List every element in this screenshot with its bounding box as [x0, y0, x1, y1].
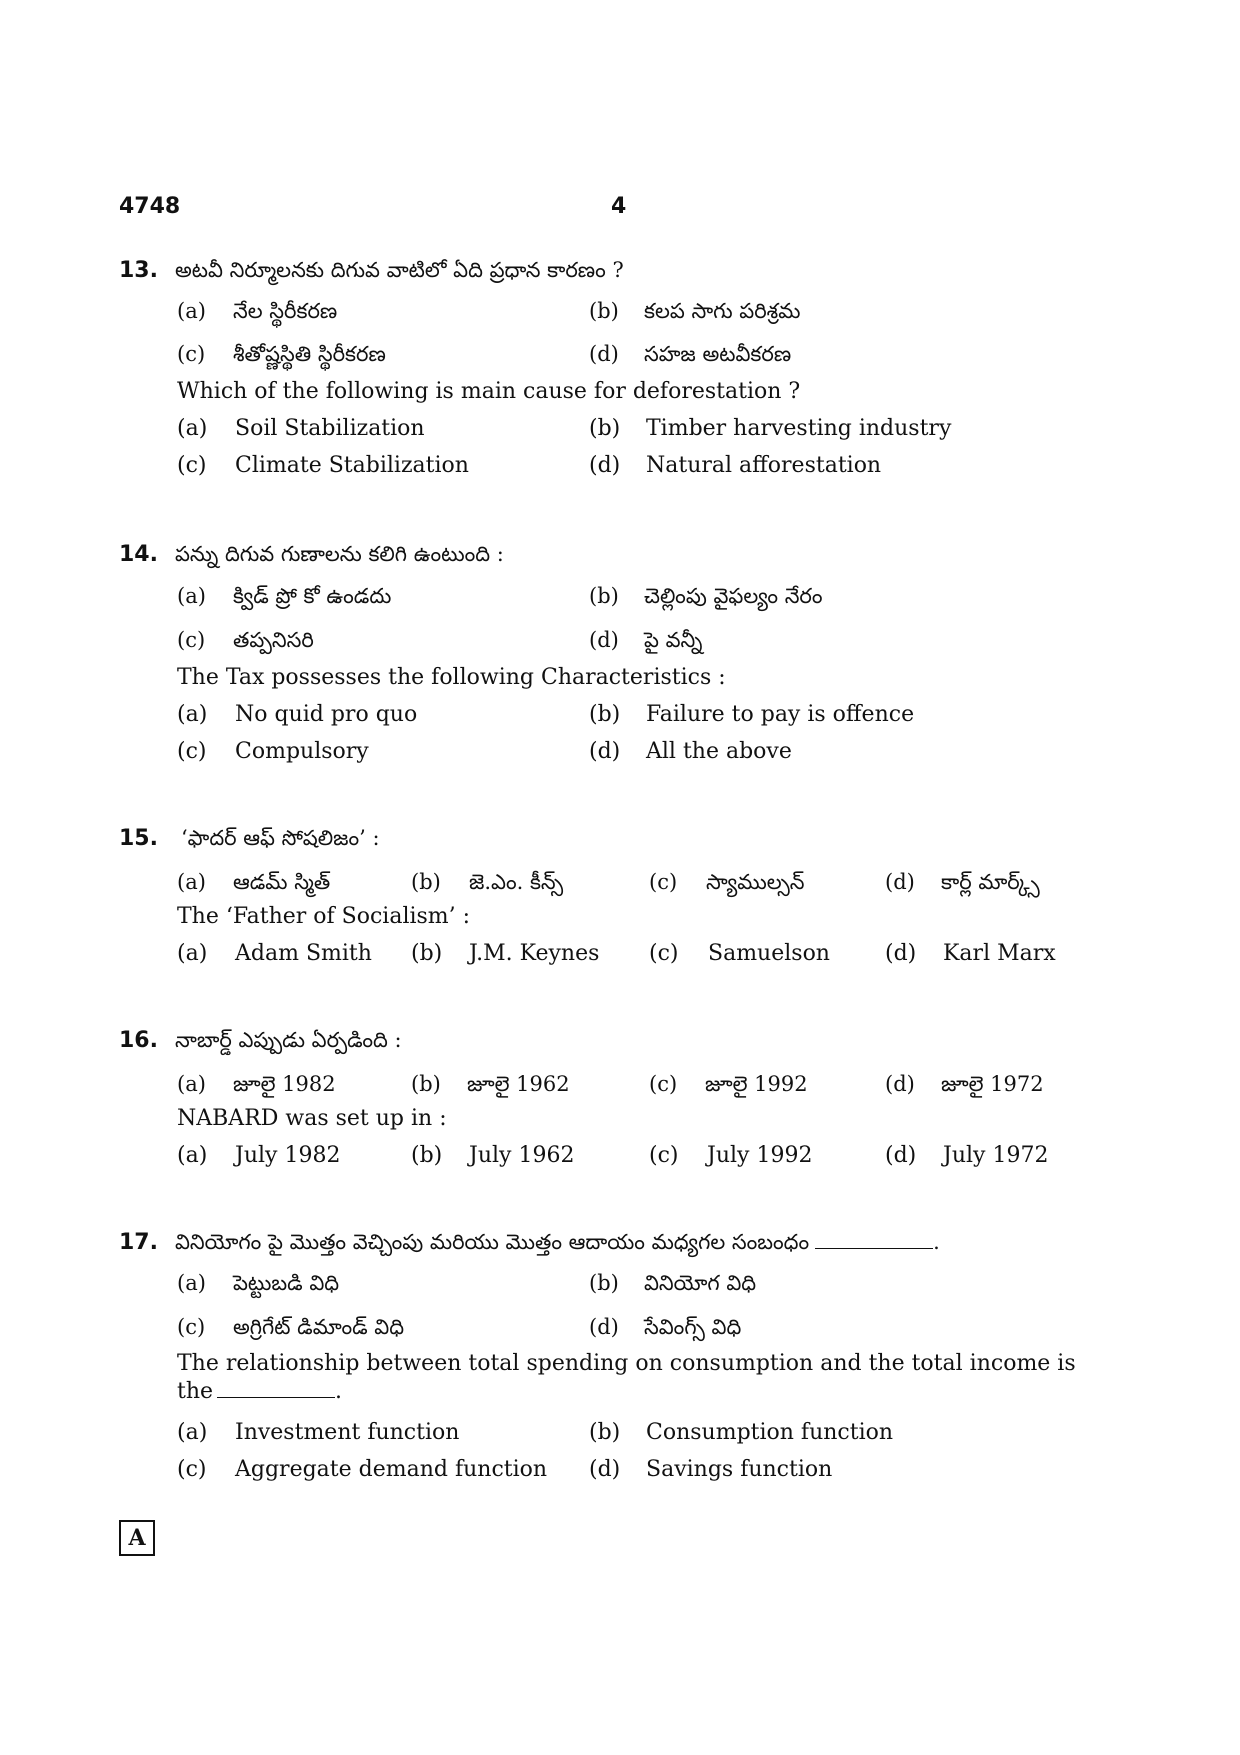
question-end-mark: . — [335, 1379, 343, 1404]
option-text-english: Consumption function — [646, 1420, 894, 1445]
option-text-telugu: తప్పనిసరి — [233, 628, 314, 652]
option-label: (c) — [177, 453, 207, 478]
option-text-english: July 1992 — [707, 1143, 813, 1168]
option-label: (d) — [885, 1072, 915, 1096]
question-number: 13. — [119, 258, 158, 283]
option-label: (d) — [589, 739, 621, 764]
question-end-mark: . — [933, 1230, 940, 1254]
option-label: (b) — [589, 702, 621, 727]
option-label: (a) — [177, 1271, 206, 1295]
option-label: (c) — [177, 739, 207, 764]
option-text-english: Soil Stabilization — [235, 416, 425, 441]
question-16 — [119, 1022, 1079, 1174]
option-text-english: July 1972 — [943, 1143, 1049, 1168]
option-label: (c) — [649, 1072, 678, 1096]
question-number: 14. — [119, 542, 158, 567]
question-text-telugu: ‘ఫాదర్ ఆఫ్ సోషలిజం’ : — [181, 826, 380, 850]
option-text-english: Timber harvesting industry — [646, 416, 952, 441]
question-text-english: The relationship between total spending on consumption and the total income is the — [177, 1351, 1076, 1404]
question-number: 15. — [119, 826, 158, 851]
option-text-telugu: పెట్టుబడి విధి — [233, 1271, 340, 1295]
option-text-telugu: శీతోష్ణస్థితి స్థిరీకరణ — [233, 342, 386, 366]
option-label: (c) — [177, 1457, 207, 1482]
option-label: (d) — [589, 1315, 619, 1339]
question-text-telugu-line — [175, 1224, 940, 1261]
option-label: (b) — [411, 1143, 443, 1168]
option-text-telugu: జూలై 1992 — [705, 1072, 808, 1096]
option-text-telugu: జె.ఎం. కీన్స్ — [469, 870, 564, 894]
question-text-english: The Tax possesses the following Characteristics : — [177, 665, 726, 690]
answer-blank — [815, 1248, 933, 1249]
option-text-english: No quid pro quo — [235, 702, 418, 727]
option-label: (a) — [177, 416, 208, 441]
option-text-english: Aggregate demand function — [235, 1457, 548, 1482]
question-13 — [119, 252, 1079, 484]
question-text-telugu: నాబార్డ్ ఎప్పుడు ఏర్పడింది : — [175, 1028, 402, 1052]
option-text-telugu: సేవింగ్స్ విధి — [644, 1315, 742, 1339]
option-label: (c) — [177, 1315, 206, 1339]
question-15 — [119, 820, 1079, 972]
option-label: (d) — [589, 453, 621, 478]
question-text-english-block — [177, 1350, 1097, 1406]
option-label: (b) — [589, 1271, 619, 1295]
option-label: (d) — [885, 941, 917, 966]
option-text-english: All the above — [646, 739, 792, 764]
option-label: (a) — [177, 299, 206, 323]
question-number: 16. — [119, 1028, 158, 1053]
option-text-english: Climate Stabilization — [235, 453, 469, 478]
option-text-english: Failure to pay is offence — [646, 702, 915, 727]
option-text-telugu: కలప సాగు పరిశ్రమ — [644, 299, 801, 323]
option-text-telugu: స్యాముల్సన్ — [706, 870, 805, 894]
option-text-english: Adam Smith — [235, 941, 372, 966]
option-text-english: Compulsory — [235, 739, 369, 764]
option-label: (a) — [177, 584, 206, 608]
option-label: (a) — [177, 941, 208, 966]
option-label: (b) — [589, 299, 619, 323]
question-text-telugu: వినియోగం పై మొత్తం వెచ్చింపు మరియు మొత్తం ఆదాయం మధ్యగల సంబంధం — [175, 1230, 810, 1254]
option-text-telugu: అగ్రిగేట్ డిమాండ్ విధి — [233, 1315, 405, 1339]
question-number: 17. — [119, 1230, 158, 1255]
option-text-english: Karl Marx — [943, 941, 1056, 966]
option-label: (b) — [411, 1072, 441, 1096]
option-label: (d) — [885, 870, 915, 894]
option-text-telugu: క్విడ్ ప్రో కో ఉండదు — [233, 584, 392, 608]
option-text-english: Investment function — [235, 1420, 460, 1445]
page-number: 4 — [611, 194, 627, 219]
option-label: (b) — [411, 941, 443, 966]
option-text-english: Natural afforestation — [646, 453, 882, 478]
option-text-telugu: సహజ అటవీకరణ — [644, 342, 792, 366]
option-label: (d) — [589, 342, 619, 366]
option-text-telugu: వినియోగ విధి — [644, 1271, 757, 1295]
option-label: (b) — [589, 584, 619, 608]
booklet-series-box: A — [119, 1520, 155, 1556]
question-text-english: NABARD was set up in : — [177, 1106, 447, 1131]
option-label: (c) — [177, 342, 206, 366]
option-label: (d) — [589, 628, 619, 652]
option-label: (a) — [177, 1143, 208, 1168]
option-text-english: Savings function — [646, 1457, 833, 1482]
answer-blank — [217, 1397, 335, 1398]
option-label: (b) — [589, 416, 621, 441]
option-text-english: July 1962 — [469, 1143, 575, 1168]
question-text-english: Which of the following is main cause for deforestation ? — [177, 379, 801, 404]
option-label: (a) — [177, 702, 208, 727]
option-text-telugu: నేల స్థిరీకరణ — [233, 299, 338, 323]
option-text-telugu: జూలై 1972 — [941, 1072, 1044, 1096]
option-text-telugu: జూలై 1982 — [233, 1072, 336, 1096]
option-label: (c) — [177, 628, 206, 652]
option-label: (a) — [177, 1420, 208, 1445]
question-text-telugu: అటవీ నిర్మూలనకు దిగువ వాటిలో ఏది ప్రధాన కారణం ? — [175, 258, 624, 282]
question-text-telugu: పన్ను దిగువ గుణాలను కలిగి ఉంటుంది : — [175, 542, 504, 566]
option-label: (c) — [649, 941, 679, 966]
option-label: (a) — [177, 1072, 206, 1096]
option-text-english: J.M. Keynes — [469, 941, 600, 966]
option-label: (b) — [411, 870, 441, 894]
paper-code: 4748 — [119, 194, 181, 219]
option-text-telugu: పై వన్నీ — [644, 628, 703, 652]
option-text-telugu: జూలై 1962 — [467, 1072, 570, 1096]
option-text-telugu: ఆడమ్ స్మిత్ — [233, 870, 331, 894]
question-14 — [119, 536, 1079, 770]
option-label: (d) — [885, 1143, 917, 1168]
option-text-telugu: చెల్లింపు వైఫల్యం నేరం — [644, 584, 823, 608]
option-text-english: July 1982 — [235, 1143, 341, 1168]
question-text-english: The ‘Father of Socialism’ : — [177, 904, 471, 929]
option-label: (c) — [649, 870, 678, 894]
option-label: (b) — [589, 1420, 621, 1445]
option-text-english: Samuelson — [708, 941, 830, 966]
option-label: (a) — [177, 870, 206, 894]
option-text-telugu: కార్ల్ మార్క్స్ — [941, 870, 1040, 894]
option-label: (d) — [589, 1457, 621, 1482]
option-label: (c) — [649, 1143, 679, 1168]
question-17 — [119, 1224, 1079, 1488]
